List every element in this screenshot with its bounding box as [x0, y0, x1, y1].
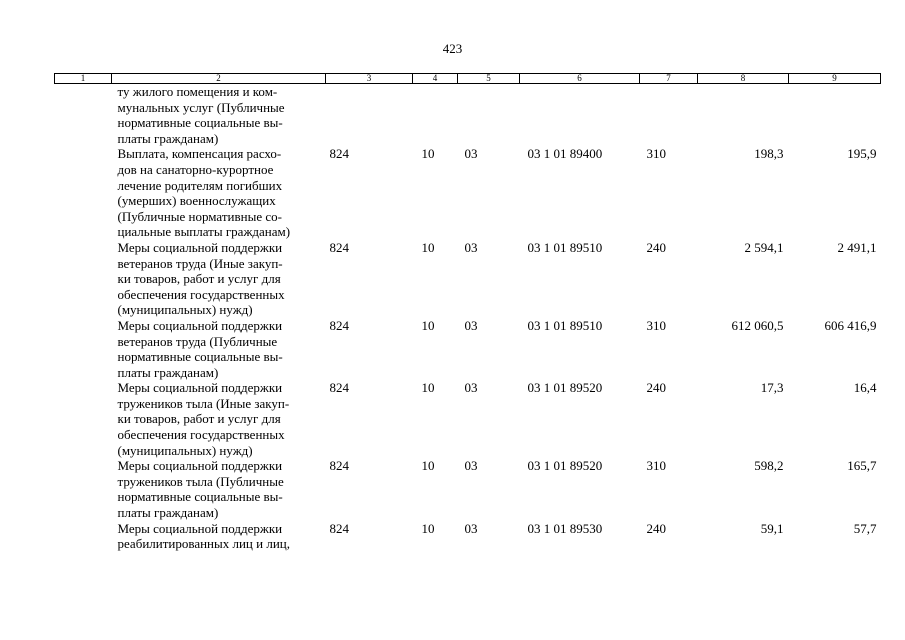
description-line: нормативные социальные вы- — [117, 115, 283, 131]
description-line: лечение родителям погибших — [117, 177, 283, 193]
cell-index — [55, 84, 112, 147]
description-line: мунальных услуг (Публичные — [117, 99, 285, 115]
table-row — [55, 458, 881, 520]
cell-section-code: 10 — [421, 146, 435, 162]
description-line: тружеников тыла (Публичные — [117, 473, 284, 489]
cell-expense-type-code: 310 — [646, 317, 666, 333]
cell-section-code — [413, 84, 458, 147]
column-header-5: 5 — [458, 74, 520, 84]
description-line: Меры социальной поддержки — [117, 239, 283, 255]
cell-chapter-code: 824 — [329, 520, 349, 536]
table-row — [55, 240, 881, 318]
description-line: (Публичные нормативные со- — [117, 208, 282, 224]
cell-index — [55, 458, 112, 520]
cell-target-article-code: 03 1 01 89520 — [527, 458, 603, 474]
cell-amount-plan: 59,1 — [760, 520, 784, 536]
cell-amount-plan — [698, 84, 789, 147]
table-row — [55, 84, 881, 147]
description-line: ки товаров, работ и услуг для — [117, 271, 281, 287]
description-line: нормативные социальные вы- — [117, 489, 283, 505]
cell-target-article-code: 03 1 01 89530 — [527, 520, 603, 536]
cell-expense-type-code: 240 — [646, 239, 666, 255]
cell-description — [112, 146, 326, 240]
cell-subsection-code: 03 — [464, 380, 478, 396]
cell-amount-plan: 17,3 — [760, 380, 784, 396]
cell-target-article-code: 03 1 01 89510 — [527, 239, 603, 255]
table-header — [55, 74, 881, 84]
description-line: ки товаров, работ и услуг для — [117, 411, 281, 427]
cell-amount-actual: 2 491,1 — [837, 239, 877, 255]
cell-chapter-code: 824 — [329, 239, 349, 255]
cell-expense-type-code: 310 — [646, 458, 666, 474]
cell-target-article-code: 03 1 01 89510 — [527, 317, 603, 333]
table-body — [55, 84, 881, 552]
cell-target-article-code: 03 1 01 89400 — [527, 146, 603, 162]
budget-table — [54, 73, 881, 552]
cell-index — [55, 521, 112, 552]
description-line: дов на санаторно-курортное — [117, 161, 274, 177]
cell-amount-plan: 198,3 — [754, 146, 784, 162]
cell-expense-type-code: 240 — [646, 520, 666, 536]
cell-description — [112, 318, 326, 380]
cell-description — [112, 84, 326, 147]
column-header-1: 1 — [55, 74, 112, 84]
cell-section-code: 10 — [421, 380, 435, 396]
cell-expense-type-code — [640, 84, 698, 147]
cell-section-code: 10 — [421, 239, 435, 255]
cell-expense-type-code: 240 — [646, 380, 666, 396]
description-line: обеспечения государственных — [117, 427, 285, 443]
cell-section-code: 10 — [421, 317, 435, 333]
cell-amount-plan: 612 060,5 — [731, 317, 784, 333]
cell-chapter-code: 824 — [329, 146, 349, 162]
description-line: ветеранов труда (Иные закуп- — [117, 255, 283, 271]
description-line: (муниципальных) нужд) — [117, 442, 253, 458]
cell-description — [112, 240, 326, 318]
header-row — [55, 74, 881, 84]
cell-chapter-code: 824 — [329, 380, 349, 396]
cell-subsection-code — [458, 84, 520, 147]
cell-amount-actual: 195,9 — [847, 146, 877, 162]
cell-amount-actual: 16,4 — [853, 380, 877, 396]
description-line: платы гражданам) — [117, 505, 219, 521]
table-row — [55, 146, 881, 240]
description-line: нормативные социальные вы- — [117, 349, 283, 365]
description-line: реабилитированных лиц и лиц, — [117, 536, 290, 552]
cell-amount-actual: 57,7 — [853, 520, 877, 536]
cell-index — [55, 146, 112, 240]
column-header-6: 6 — [520, 74, 640, 84]
column-header-8: 8 — [698, 74, 789, 84]
cell-amount-actual — [789, 84, 881, 147]
page-number: 423 — [442, 41, 463, 56]
cell-description — [112, 458, 326, 520]
cell-amount-plan: 2 594,1 — [744, 239, 784, 255]
cell-section-code: 10 — [421, 458, 435, 474]
description-line: ту жилого помещения и ком- — [117, 84, 278, 99]
table-row — [55, 318, 881, 380]
cell-index — [55, 380, 112, 458]
description-line: циальные выплаты гражданам) — [117, 224, 291, 240]
cell-index — [55, 318, 112, 380]
column-header-7: 7 — [640, 74, 698, 84]
column-header-9: 9 — [789, 74, 881, 84]
column-header-4: 4 — [413, 74, 458, 84]
description-line: Меры социальной поддержки — [117, 317, 283, 333]
column-header-2: 2 — [112, 74, 326, 84]
column-header-3: 3 — [326, 74, 413, 84]
cell-subsection-code: 03 — [464, 317, 478, 333]
cell-chapter-code — [326, 84, 413, 147]
description-line: тружеников тыла (Иные закуп- — [117, 395, 290, 411]
description-line: (муниципальных) нужд) — [117, 302, 253, 318]
cell-target-article-code: 03 1 01 89520 — [527, 380, 603, 396]
cell-amount-plan: 598,2 — [754, 458, 784, 474]
cell-amount-actual: 165,7 — [847, 458, 877, 474]
cell-subsection-code: 03 — [464, 239, 478, 255]
cell-description — [112, 380, 326, 458]
description-line: обеспечения государственных — [117, 286, 285, 302]
cell-target-article-code — [520, 84, 640, 147]
table-row — [55, 380, 881, 458]
cell-expense-type-code: 310 — [646, 146, 666, 162]
cell-index — [55, 240, 112, 318]
cell-amount-actual: 606 416,9 — [824, 317, 877, 333]
description-line: (умерших) военнослужащих — [117, 193, 276, 209]
description-line: платы гражданам) — [117, 364, 219, 380]
table-row — [55, 521, 881, 552]
description-line: Меры социальной поддержки — [117, 520, 283, 536]
cell-subsection-code: 03 — [464, 146, 478, 162]
description-line: Меры социальной поддержки — [117, 380, 283, 396]
description-line: Меры социальной поддержки — [117, 458, 283, 474]
description-line: Выплата, компенсация расхо- — [117, 146, 282, 162]
description-line: платы гражданам) — [117, 130, 219, 146]
cell-description — [112, 521, 326, 552]
cell-chapter-code: 824 — [329, 458, 349, 474]
cell-section-code: 10 — [421, 520, 435, 536]
cell-chapter-code: 824 — [329, 317, 349, 333]
description-line: ветеранов труда (Публичные — [117, 333, 278, 349]
cell-subsection-code: 03 — [464, 520, 478, 536]
cell-subsection-code: 03 — [464, 458, 478, 474]
